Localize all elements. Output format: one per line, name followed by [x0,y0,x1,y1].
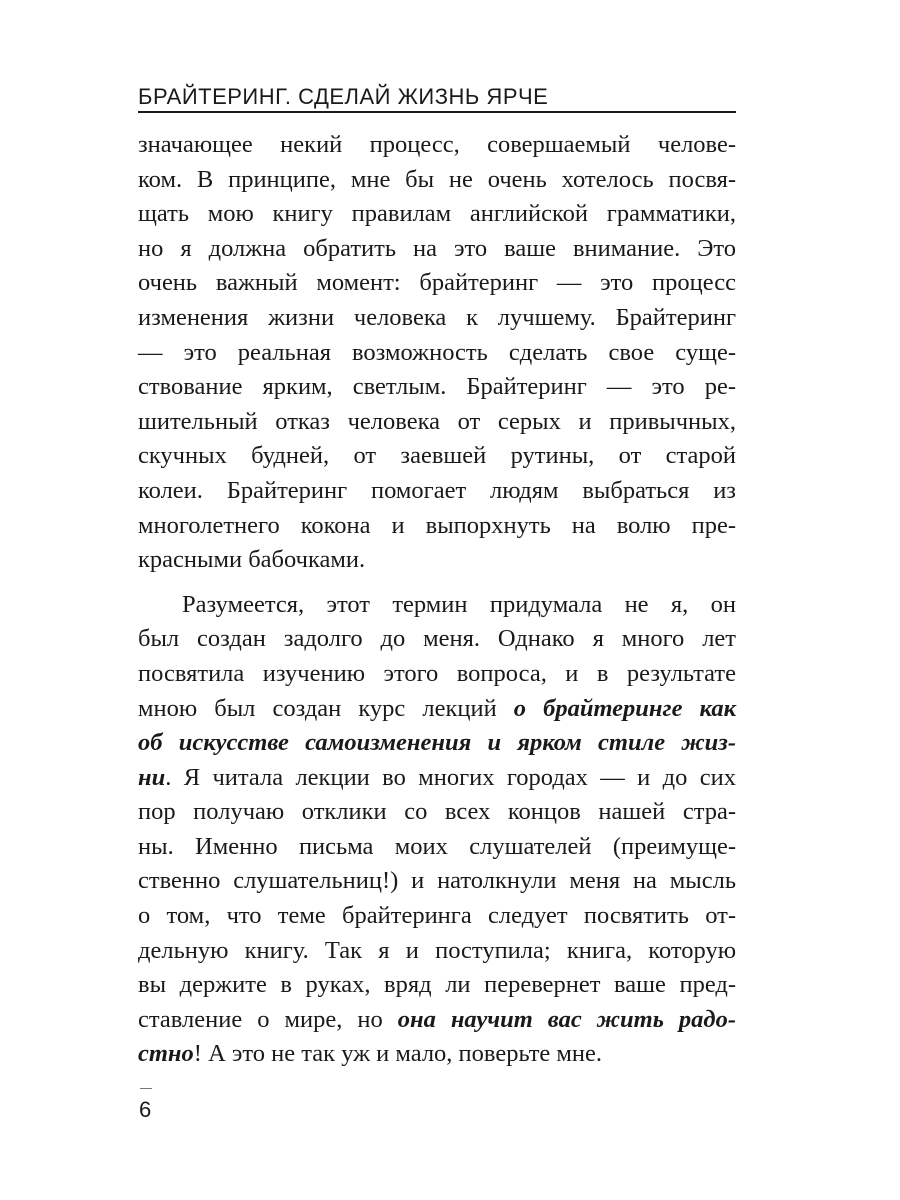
emphasis-text: ни [138,763,166,791]
text-line: ны. Именно письма моих слушателей (преимуще- [138,832,736,860]
page-number-mark [140,1088,152,1089]
text-line: ствование ярким, светлым. Брайтеринг — это ре- [138,373,736,401]
text-line: значающее некий процесс, совершаемый челове- [138,131,736,158]
paragraph-1 [138,128,736,578]
text-line [138,726,736,761]
header-rule [138,111,736,113]
paragraph-2 [138,588,736,1072]
text-line: ком. В принципе, мне бы не очень хотелось посвя- [138,165,736,193]
text-line: о том, что теме брайтеринга следует посвятить от- [138,902,736,930]
emphasis-text: о брайтеринге как [513,694,736,722]
text-line: ни. Я читала лекции во многих городах — и до сих [138,763,736,791]
text-line: пор получаю отклики со всех концов нашей стра- [138,798,736,826]
emphasis-text: стно [138,1040,194,1068]
text-line: дельную книгу. Так я и поступила; книга, которую [138,936,736,964]
text-line: был создан задолго до меня. Однако я много лет [138,625,736,653]
text-line: мною был создан курс лекций о брайтеринге как [138,694,736,722]
text-line: очень важный момент: брайтеринг — это процесс [138,269,736,297]
text-line: стно! А это не так уж и мало, поверьте мне. [138,1040,603,1068]
text-line: скучных будней, от заевшей рутины, от старой [138,442,736,470]
body-text [138,128,736,1072]
text-line: многолетнего кокона и выпорхнуть на волю пре- [138,511,736,539]
running-header: БРАЙТЕРИНГ. СДЕЛАЙ ЖИЗНЬ ЯРЧЕ [138,84,549,109]
text-line: Разумеется, этот термин придумала не я, он [182,590,736,618]
text-line: красными бабочками. [138,546,366,574]
text-line: ственно слушательниц!) и натолкнули меня на мысль [138,867,736,895]
text-line: изменения жизни человека к лучшему. Брайтеринг [138,303,736,331]
text-line: ставление о мире, но она научит вас жить радо- [138,1005,736,1033]
text-line: шительный отказ человека от серых и привычных, [138,407,736,435]
emphasis-text: она научит вас жить радо- [397,1005,736,1033]
text-line: посвятила изучению этого вопроса, и в результате [138,659,736,687]
text-line: — это реальная возможность сделать свое суще- [138,338,736,366]
text-line: вы держите в руках, вряд ли перевернет ваше пред- [138,971,736,999]
text-line: но я должна обратить на это ваше внимание. Это [138,234,736,262]
text-line: щать мою книгу правилам английской грамматики, [138,200,736,228]
emphasis-text: об искусстве самоизменения и ярком стиле жиз- [138,729,736,757]
text-line: колеи. Брайтеринг помогает людям выбраться из [138,476,736,504]
page-number: 6 [139,1097,152,1122]
